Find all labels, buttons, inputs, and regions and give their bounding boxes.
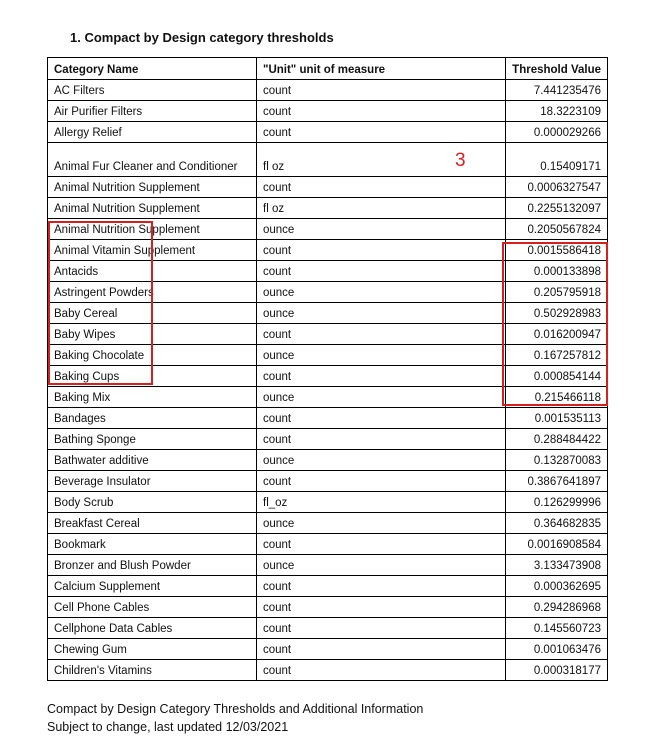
cell-unit: ounce bbox=[257, 219, 506, 240]
highlight-box-category-names bbox=[48, 221, 153, 385]
cell-threshold-value: 0.15409171 bbox=[506, 143, 608, 177]
cell-threshold-value: 0.126299996 bbox=[506, 492, 608, 513]
cell-threshold-value: 0.145560723 bbox=[506, 618, 608, 639]
table-row bbox=[48, 450, 608, 471]
cell-category-name: Cell Phone Cables bbox=[48, 597, 257, 618]
table-row bbox=[48, 80, 608, 101]
table-row bbox=[48, 471, 608, 492]
table-row bbox=[48, 492, 608, 513]
cell-unit: ounce bbox=[257, 345, 506, 366]
cell-category-name: Baby Cereal bbox=[48, 303, 257, 324]
cell-unit: count bbox=[257, 261, 506, 282]
cell-unit: count bbox=[257, 618, 506, 639]
cell-unit: count bbox=[257, 324, 506, 345]
cell-threshold-value: 0.016200947 bbox=[506, 324, 608, 345]
cell-category-name: Bandages bbox=[48, 408, 257, 429]
cell-threshold-value: 0.364682835 bbox=[506, 513, 608, 534]
table-header-row bbox=[48, 58, 608, 80]
cell-category-name: Breakfast Cereal bbox=[48, 513, 257, 534]
cell-threshold-value: 0.2255132097 bbox=[506, 198, 608, 219]
cell-category-name: Children's Vitamins bbox=[48, 660, 257, 681]
table-row bbox=[48, 177, 608, 198]
cell-threshold-value: 0.215466118 bbox=[506, 387, 608, 408]
cell-category-name: Bathwater additive bbox=[48, 450, 257, 471]
cell-threshold-value: 0.001535113 bbox=[506, 408, 608, 429]
footer-line-2: Subject to change, last updated 12/03/2021 bbox=[47, 720, 289, 734]
column-header-category-name: Category Name bbox=[48, 58, 257, 80]
cell-threshold-value: 0.294286968 bbox=[506, 597, 608, 618]
cell-threshold-value: 0.2050567824 bbox=[506, 219, 608, 240]
cell-category-name: Cellphone Data Cables bbox=[48, 618, 257, 639]
cell-unit: ounce bbox=[257, 450, 506, 471]
cell-category-name: Baking Chocolate bbox=[48, 345, 257, 366]
table-row bbox=[48, 618, 608, 639]
column-header-unit: "Unit" unit of measure bbox=[257, 58, 506, 80]
cell-category-name: Body Scrub bbox=[48, 492, 257, 513]
cell-unit: ounce bbox=[257, 513, 506, 534]
table-row bbox=[48, 639, 608, 660]
cell-unit: ounce bbox=[257, 555, 506, 576]
table-row bbox=[48, 534, 608, 555]
cell-unit: count bbox=[257, 408, 506, 429]
cell-unit: fl oz bbox=[257, 143, 506, 177]
cell-unit: ounce bbox=[257, 303, 506, 324]
cell-threshold-value: 0.0006327547 bbox=[506, 177, 608, 198]
cell-category-name: Astringent Powders bbox=[48, 282, 257, 303]
cell-unit: count bbox=[257, 101, 506, 122]
table-row bbox=[48, 555, 608, 576]
cell-category-name: Baby Wipes bbox=[48, 324, 257, 345]
cell-threshold-value: 18.3223109 bbox=[506, 101, 608, 122]
table-row bbox=[48, 429, 608, 450]
cell-threshold-value: 0.000029266 bbox=[506, 122, 608, 143]
cell-category-name: Antacids bbox=[48, 261, 257, 282]
cell-category-name: Bathing Sponge bbox=[48, 429, 257, 450]
section-heading: 1. Compact by Design category thresholds bbox=[70, 30, 334, 45]
cell-unit: count bbox=[257, 122, 506, 143]
table-row bbox=[48, 101, 608, 122]
cell-threshold-value: 0.000362695 bbox=[506, 576, 608, 597]
table-row bbox=[48, 513, 608, 534]
cell-unit: count bbox=[257, 471, 506, 492]
cell-threshold-value: 3.133473908 bbox=[506, 555, 608, 576]
cell-threshold-value: 0.000133898 bbox=[506, 261, 608, 282]
cell-threshold-value: 0.001063476 bbox=[506, 639, 608, 660]
cell-unit: fl oz bbox=[257, 198, 506, 219]
cell-category-name: AC Filters bbox=[48, 80, 257, 101]
cell-category-name: Bookmark bbox=[48, 534, 257, 555]
cell-category-name: Animal Fur Cleaner and Conditioner bbox=[48, 143, 257, 177]
cell-unit: count bbox=[257, 429, 506, 450]
cell-category-name: Bronzer and Blush Powder bbox=[48, 555, 257, 576]
cell-unit: count bbox=[257, 366, 506, 387]
cell-category-name: Animal Nutrition Supplement bbox=[48, 219, 257, 240]
annotation-number: 3 bbox=[455, 150, 466, 171]
footer-line-1: Compact by Design Category Thresholds and Additional Information bbox=[47, 702, 424, 716]
cell-threshold-value: 0.502928983 bbox=[506, 303, 608, 324]
cell-category-name: Animal Vitamin Supplement bbox=[48, 240, 257, 261]
cell-category-name: Animal Nutrition Supplement bbox=[48, 198, 257, 219]
cell-threshold-value: 0.000854144 bbox=[506, 366, 608, 387]
cell-category-name: Allergy Relief bbox=[48, 122, 257, 143]
cell-threshold-value: 0.205795918 bbox=[506, 282, 608, 303]
cell-threshold-value: 0.288484422 bbox=[506, 429, 608, 450]
cell-unit: count bbox=[257, 534, 506, 555]
cell-category-name: Animal Nutrition Supplement bbox=[48, 177, 257, 198]
table-row bbox=[48, 408, 608, 429]
cell-unit: count bbox=[257, 639, 506, 660]
cell-threshold-value: 7.441235476 bbox=[506, 80, 608, 101]
cell-threshold-value: 0.0015586418 bbox=[506, 240, 608, 261]
cell-threshold-value: 0.132870083 bbox=[506, 450, 608, 471]
cell-unit: count bbox=[257, 597, 506, 618]
table-row bbox=[48, 122, 608, 143]
cell-unit: fl_oz bbox=[257, 492, 506, 513]
cell-unit: count bbox=[257, 660, 506, 681]
highlight-box-threshold-values bbox=[502, 242, 608, 406]
page-footer bbox=[47, 700, 423, 736]
cell-category-name: Baking Cups bbox=[48, 366, 257, 387]
cell-unit: count bbox=[257, 240, 506, 261]
cell-threshold-value: 0.0016908584 bbox=[506, 534, 608, 555]
table-row bbox=[48, 143, 608, 177]
cell-threshold-value: 0.3867641897 bbox=[506, 471, 608, 492]
table-row bbox=[48, 597, 608, 618]
cell-unit: ounce bbox=[257, 282, 506, 303]
cell-category-name: Baking Mix bbox=[48, 387, 257, 408]
column-header-threshold-value: Threshold Value bbox=[506, 58, 608, 80]
cell-threshold-value: 0.000318177 bbox=[506, 660, 608, 681]
cell-unit: count bbox=[257, 177, 506, 198]
table-row bbox=[48, 576, 608, 597]
cell-threshold-value: 0.167257812 bbox=[506, 345, 608, 366]
table-row bbox=[48, 660, 608, 681]
cell-unit: count bbox=[257, 576, 506, 597]
cell-category-name: Beverage Insulator bbox=[48, 471, 257, 492]
cell-unit: count bbox=[257, 80, 506, 101]
cell-category-name: Chewing Gum bbox=[48, 639, 257, 660]
cell-category-name: Calcium Supplement bbox=[48, 576, 257, 597]
cell-category-name: Air Purifier Filters bbox=[48, 101, 257, 122]
cell-unit: ounce bbox=[257, 387, 506, 408]
table-row bbox=[48, 198, 608, 219]
